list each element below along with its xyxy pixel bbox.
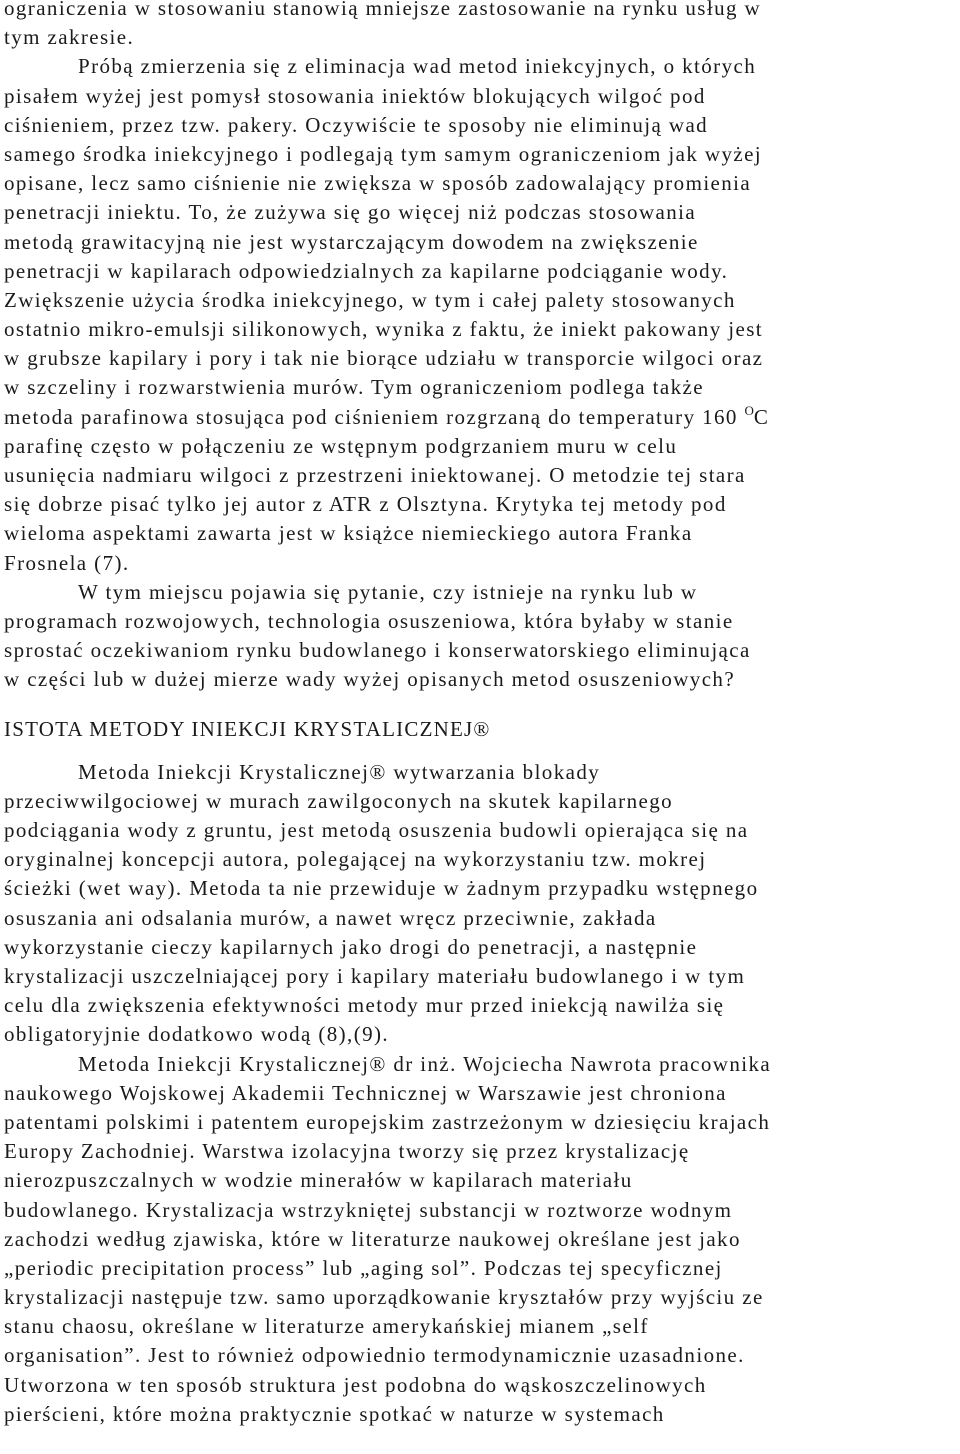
text-line: osuszania ani odsalania murów, a nawet wręcz przeciwnie, zakłada <box>4 905 657 930</box>
text-line: przeciwwilgociowej w murach zawilgoconych na skutek kapilarnego <box>4 788 673 813</box>
text-line: Metoda Iniekcji Krystalicznej® dr inż. Wojciecha Nawrota pracownika <box>78 1051 772 1076</box>
text-line: celu dla zwiększenia efektywności metody mur przed iniekcją nawilża się <box>4 993 725 1018</box>
text-line: Frosnela (7). <box>4 550 130 575</box>
section-spacer <box>4 695 956 715</box>
section-heading: ISTOTA METODY INIEKCJI KRYSTALICZNEJ® <box>4 716 491 741</box>
text-line: samego środka iniekcyjnego i podlegają tym samym ograniczeniom jak wyżej <box>4 141 763 166</box>
temperature-unit: C <box>753 404 770 429</box>
text-line: oryginalnej koncepcji autora, polegającej na wykorzystaniu tzw. mokrej <box>4 847 707 872</box>
text-line: w części lub w dużej mierze wady wyżej opisanych metod osuszeniowych? <box>4 667 736 692</box>
paragraph-pakery <box>4 52 956 577</box>
text-line: programach rozwojowych, technologia osuszeniowa, która byłaby w stanie <box>4 608 734 633</box>
text-line: ograniczenia w stosowaniu stanowią mniejsze zastosowanie na rynku usług w <box>4 0 762 20</box>
text-line: wieloma aspektami zawarta jest w książce niemieckiego autora Franka <box>4 521 693 546</box>
text-line: ciśnieniem, przez tzw. pakery. Oczywiście te sposoby nie eliminują wad <box>4 112 709 137</box>
text-line: ścieżki (wet way). Metoda ta nie przewiduje w żadnym przypadku wstępnego <box>4 876 759 901</box>
text-line: penetracji w kapilarach odpowiedzialnych za kapilarne podciąganie wody. <box>4 258 729 283</box>
text-line: naukowego Wojskowej Akademii Technicznej w Warszawie jest chroniona <box>4 1080 727 1105</box>
text-line: się dobrze pisać tylko jej autor z ATR z Olsztyna. Krytyka tej metody pod <box>4 492 727 517</box>
paragraph-question <box>4 578 956 695</box>
section-spacer <box>4 744 956 758</box>
paragraph-method-description <box>4 758 956 1050</box>
text-line: w grubsze kapilary i pory i tak nie biorące udziału w transporcie wilgoci oraz <box>4 346 764 371</box>
text-line: podciągania wody z gruntu, jest metodą osuszenia budowli opierająca się na <box>4 818 749 843</box>
text-line: Europy Zachodniej. Warstwa izolacyjna tworzy się przez krystalizację <box>4 1139 690 1164</box>
text-line: usunięcia nadmiaru wilgoci z przestrzeni iniektowanej. O metodzie tej stara <box>4 463 746 487</box>
text-line: zachodzi według zjawiska, które w literaturze naukowej określane jest jako <box>4 1226 741 1251</box>
text-line: nierozpuszczalnych w wodzie minerałów w kapilarach materiału <box>4 1168 633 1193</box>
temperature-line-text: metoda parafinowa stosująca pod ciśnieniem rozgrzaną do temperatury 160 <box>4 404 738 429</box>
text-line: penetracji iniektu. To, że zużywa się go więcej niż podczas stosowania <box>4 200 697 225</box>
text-line: „periodic precipitation process” lub „aging sol”. Podczas tej specyficznej <box>4 1255 723 1280</box>
paragraph-patents <box>4 1050 956 1429</box>
degree-superscript: O <box>744 402 754 418</box>
text-line: W tym miejscu pojawia się pytanie, czy istnieje na rynku lub w <box>78 579 698 604</box>
text-line: tym zakresie. <box>4 25 135 50</box>
text-line: pisałem wyżej jest pomysł stosowania iniektów blokujących wilgoć pod <box>4 83 706 108</box>
text-line-temperature <box>4 403 956 432</box>
text-line: Próbą zmierzenia się z eliminacja wad metod iniekcyjnych, o których <box>78 54 757 79</box>
text-line: sprostać oczekiwaniom rynku budowlanego i konserwatorskiego eliminująca <box>4 638 751 663</box>
text-line: krystalizacji uszczelniającej pory i kapilary materiału budowlanego i w tym <box>4 964 746 988</box>
text-line: pierścieni, które można praktycznie spotkać w naturze w systemach <box>4 1401 665 1426</box>
text-line: obligatoryjnie dodatkowo wodą (8),(9). <box>4 1022 390 1047</box>
text-line: metodą grawitacyjną nie jest wystarczającym dowodem na zwiększenie <box>4 229 699 254</box>
text-line: parafinę często w połączeniu ze wstępnym podgrzaniem muru w celu <box>4 433 678 458</box>
text-line: ostatnio mikro-emulsji silikonowych, wynika z faktu, że iniekt pakowany jest <box>4 317 764 342</box>
text-line: budowlanego. Krystalizacja wstrzykniętej substancji w roztworze wodnym <box>4 1197 733 1222</box>
text-line: Utworzona w ten sposób struktura jest podobna do wąskoszczelinowych <box>4 1372 707 1397</box>
text-line: stanu chaosu, określane w literaturze amerykańskiej mianem „self <box>4 1314 649 1339</box>
text-line: wykorzystanie cieczy kapilarnych jako drogi do penetracji, a następnie <box>4 934 698 959</box>
text-line: Metoda Iniekcji Krystalicznej® wytwarzania blokady <box>78 759 601 784</box>
text-line: w szczeliny i rozwarstwienia murów. Tym ograniczeniom podlega także <box>4 375 704 400</box>
paragraph-continuation <box>4 0 956 52</box>
text-line: opisane, lecz samo ciśnienie nie zwiększa w sposób zadowalający promienia <box>4 171 752 196</box>
text-line: Zwiększenie użycia środka iniekcyjnego, w tym i całej palety stosowanych <box>4 287 736 312</box>
text-line: patentami polskimi i patentem europejskim zastrzeżonym w dziesięciu krajach <box>4 1109 771 1134</box>
text-line: krystalizacji następuje tzw. samo uporządkowanie kryształów przy wyjściu ze <box>4 1285 764 1310</box>
text-line: organisation”. Jest to również odpowiednio termodynamicznie uzasadnione. <box>4 1343 745 1368</box>
